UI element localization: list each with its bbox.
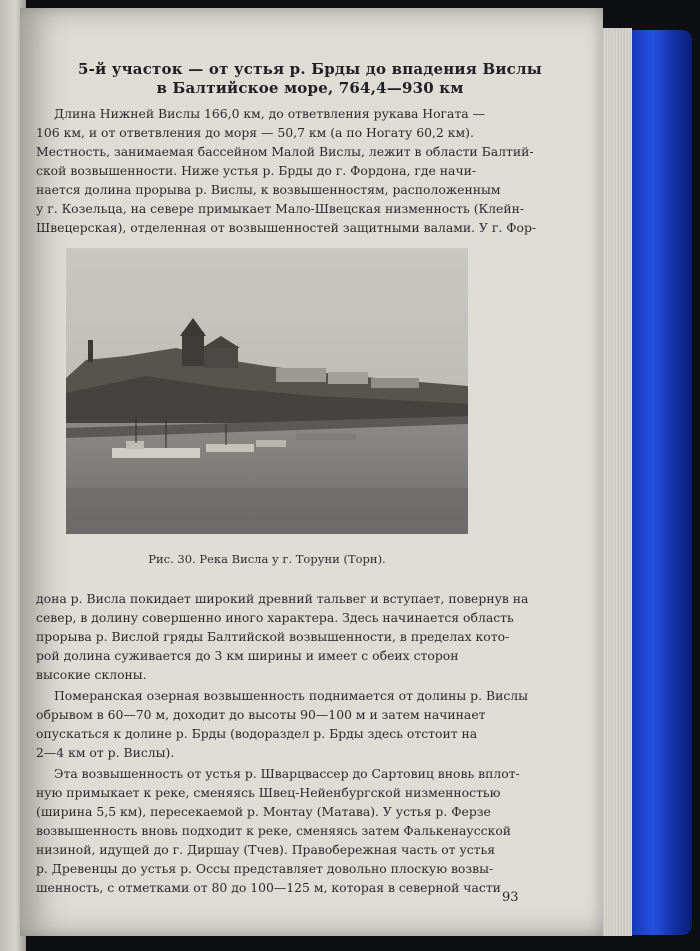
page-number: 93 — [502, 890, 519, 905]
section-heading-line-2: в Балтийское море, 764,4—930 км — [156, 79, 464, 97]
paragraph3-line: 2—4 км от р. Вислы). — [36, 745, 175, 760]
page-block-edges — [598, 28, 632, 936]
paragraph1-line: у г. Козельца, на севере примыкает Мало-Швецская низменность (Клейн- — [36, 201, 525, 216]
figure-caption: Рис. 30. Река Висла у г. Торуни (Торн). — [148, 552, 386, 566]
paragraph4-line: Эта возвышенность от устья р. Шварцвассер до Сартовиц вновь вплот- — [54, 766, 520, 781]
paragraph1-line: Швецерская), отделенная от возвышенностей защитными валами. У г. Фор- — [36, 220, 537, 235]
paragraph1-line: 106 км, и от ответвления до моря — 50,7 км (а по Ногату 60,2 км). — [36, 125, 474, 140]
paragraph2-line: дона р. Висла покидает широкий древний тальвег и вступает, повернув на — [36, 591, 529, 606]
paragraph4-line: ную примыкает к реке, сменяясь Швец-Нейенбургской низменностью — [36, 785, 501, 800]
paragraph1-line: Местность, занимаемая бассейном Малой Вислы, лежит в области Балтий- — [36, 144, 534, 159]
paragraph3-line: опускаться к долине р. Брды (водораздел р. Брды здесь отстоит на — [36, 726, 478, 741]
paragraph2-line: прорыва р. Вислой гряды Балтийской возвышенности, в пределах кото- — [36, 629, 510, 644]
paragraph4-line: р. Древенцы до устья р. Оссы представляет довольно плоскую возвы- — [36, 861, 494, 876]
paragraph4-line: возвышенность вновь подходит к реке, сменяясь затем Фалькенаусской — [36, 823, 512, 838]
paragraph4-line: (ширина 5,5 км), пересекаемой р. Монтау (Матава). У устья р. Ферзе — [36, 804, 491, 819]
paragraph1-line: ской возвышенности. Ниже устья р. Брды до г. Фордона, где начи- — [36, 163, 477, 178]
section-heading-line-1: 5-й участок — от устья р. Брды до впадения Вислы — [78, 60, 542, 78]
book-cover — [628, 30, 692, 935]
paragraph2-line: север, в долину совершенно иного характера. Здесь начинается область — [36, 610, 514, 625]
paragraph1-line: Длина Нижней Вислы 166,0 км, до ответвления рукава Ногата — — [54, 106, 486, 121]
paragraph4-line: шенность, с отметками от 80 до 100—125 м, которая в северной части — [36, 880, 501, 895]
paragraph2-line: рой долина суживается до 3 км ширины и имеет с обеих сторон — [36, 648, 459, 663]
paragraph3-line: Померанская озерная возвышенность поднимается от долины р. Вислы — [54, 688, 529, 703]
paragraph2-line: высокие склоны. — [36, 667, 147, 682]
paragraph1-line: нается долина прорыва р. Вислы, к возвышенностям, расположенным — [36, 182, 501, 197]
paragraph3-line: обрывом в 60—70 м, доходит до высоты 90—100 м и затем начинает — [36, 707, 486, 722]
paragraph4-line: низиной, идущей до г. Диршау (Тчев). Правобережная часть от устья — [36, 842, 496, 857]
figure-photo-river-vistula — [66, 248, 468, 534]
